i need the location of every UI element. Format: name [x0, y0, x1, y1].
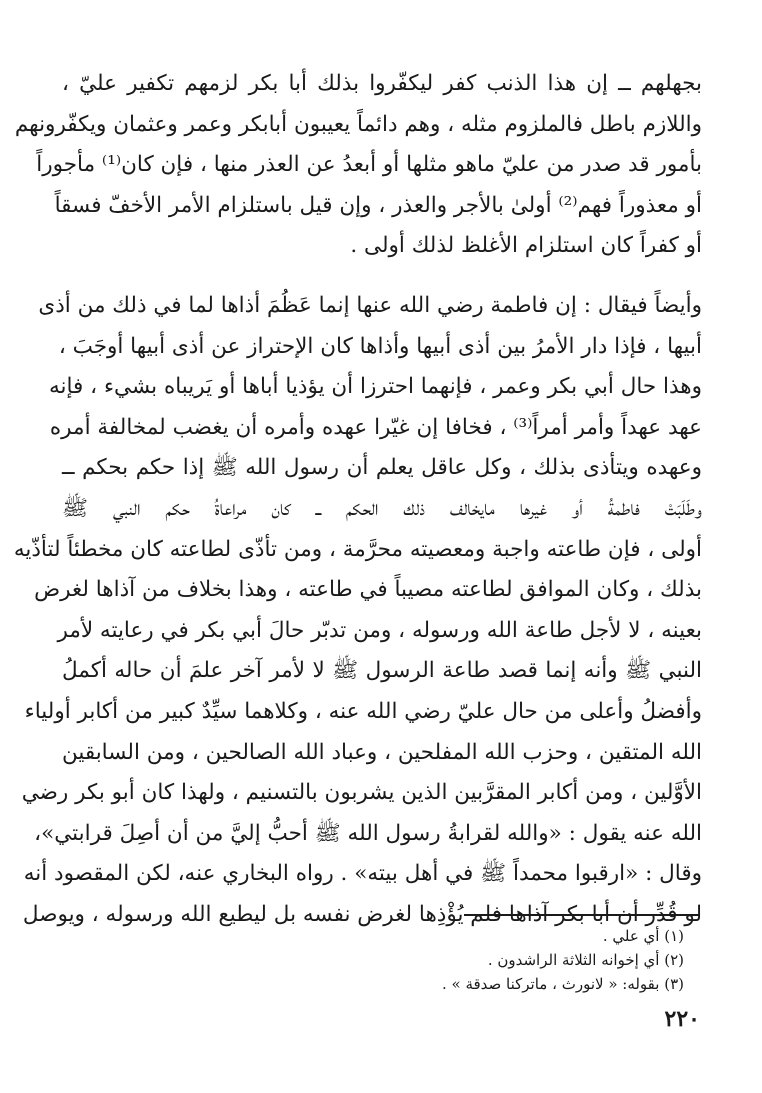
text-line: عهد عهداً وأمر أمراً⁽³⁾ ، فخافا إن غيّرا عهده وأمره أن يغضب لمخالفة أمره [49, 414, 702, 440]
text-line: بأمور قد صدر من عليّ ماهو مثلها أو أبعدُ عن العذر منها ، فإن كان⁽¹⁾ مأجوراً [36, 152, 702, 178]
text-line: وقال : «ارقبوا محمداً ﷺ في أهل بيته» . رواه البخاري عنه، لكن المقصود أنه [23, 861, 702, 887]
text-line: بجهلهم ــ إن هذا الذنب كفر ليكفّروا بذلك أبا بكر لزمهم تكفير عليّ ، [62, 71, 702, 96]
paragraph-1 [14, 64, 702, 267]
text-line: الله عنه يقول : «والله لقرابةُ رسول الله ﷺ أحبُّ إليَّ من أن أصِلَ قرابتي»، [34, 820, 702, 846]
text-line: وهذا حال أبي بكر وعمر ، فإنهما احترزا أن يؤذيا أباها أو يَريباه بشيء ، فإنه [49, 374, 702, 400]
text-line: لو قُدِّر أن أبا بكر آذاها فلم يُؤْذِها لغرض نفسه بل ليطيع الله ورسوله ، ويوصل [22, 901, 702, 927]
text-line: وطَلَبَتْ فاطمةُ أو غيرها مايخالف ذلك الحكم ــ كان مراعاةُ حكم النبي ﷺ [62, 495, 702, 521]
footnote-3: (٣) بقوله: « لانورث ، ماتركنا صدقة » . [441, 975, 684, 993]
text-line: وأيضاً فيقال : إن فاطمة رضي الله عنها إنما عَظُمَ أذاها لما في ذلك من أذى [38, 293, 702, 318]
text-line: أولى ، فإن طاعته واجبة ومعصيته محرَّمة ، ومن تأذّى لطاعته كان مخطئاً لتأذّيه [13, 536, 702, 562]
text-line: الأوَّلين ، ومن أكابر المقرَّبين الذين يشربون بالتسنيم ، ولهذا كان أبو بكر رضي [21, 780, 702, 806]
paragraph-2 [13, 286, 702, 936]
page-number: ٢٢٠ [664, 1006, 700, 1032]
footnote-2: (٢) أي إخوانه الثلاثة الراشدون . [487, 951, 684, 969]
footnotes [284, 924, 684, 996]
text-line: أبيها ، فإذا دار الأمرُ بين أذى أبيها وأذاها كان الإحتراز عن أذى أبيها أوجَبَ ، [58, 333, 702, 359]
text-line: أو كفراً كان استلزام الأغلظ لذلك أولى . [350, 233, 702, 259]
text-line: وعهده ويتأذى بذلك ، وكل عاقل يعلم أن رسول الله ﷺ إذا حكم بحكم ــ [62, 455, 702, 481]
text-line: أو معذوراً فهم⁽²⁾ أولىٰ بالأجر والعذر ، وإن قيل باستلزام الأمر الأخفّ فسقاً [54, 192, 702, 218]
footnote-divider [464, 914, 700, 916]
footnote-1: (١) أي علي . [602, 927, 684, 945]
text-line: النبي ﷺ وأنه إنما قصد طاعة الرسول ﷺ لا لأمر آخر علمَ أن حاله أكملُ [62, 658, 702, 684]
text-line: وأفضلُ وأعلى من حال عليّ رضي الله عنه ، وكلاهما سيِّدٌ كبير من أكابر أولياء [24, 698, 702, 724]
text-line: الله المتقين ، وحزب الله المفلحين ، وعباد الله الصالحين ، ومن السابقين [61, 739, 702, 765]
text-line: بعينه ، لا لأجل طاعة الله ورسوله ، ومن تدبّر حالَ أبي بكر في رعايته لأمر [57, 617, 702, 643]
text-line: بذلك ، وكان الموافق لطاعته مصيباً في طاعته ، وهذا بخلاف من آذاها لغرض [34, 577, 702, 603]
text-line: واللازم باطل فالملزوم مثله ، وهم دائماً يعيبون أبابكر وعمر وعثمان ويكفّرونهم [14, 111, 702, 137]
